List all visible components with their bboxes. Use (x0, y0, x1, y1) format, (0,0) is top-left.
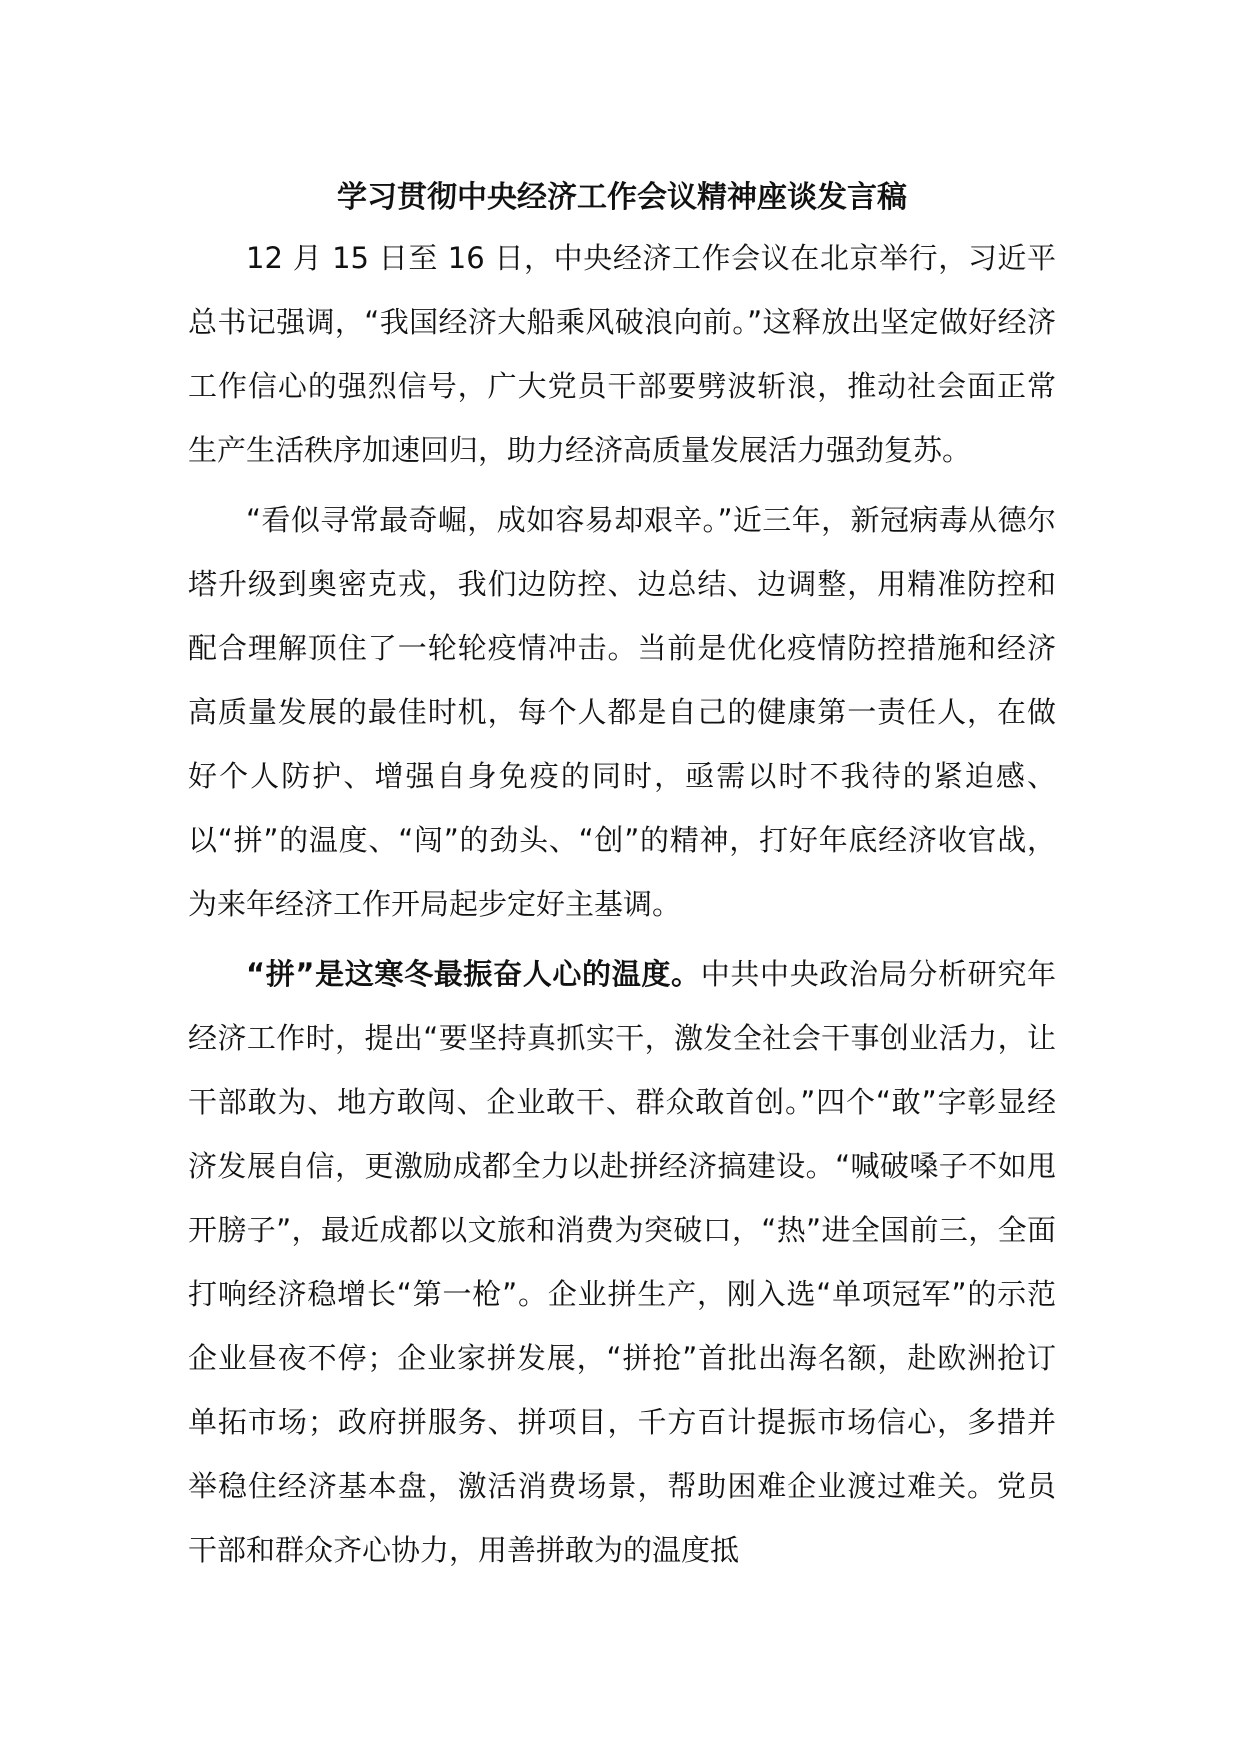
paragraph-1 (188, 226, 1056, 482)
paragraph-3 (188, 942, 1056, 1582)
paragraph-1-text: 12 月 15 日至 16 日，中央经济工作会议在北京举行，习近平总书记强调，“我国经济大船乘风破浪向前。”这释放出坚定做好经济工作信心的强烈信号，广大党员干部要劈波斩浪，推动社会面正常生产生活秩序加速回归，助力经济高质量发展活力强劲复苏。 (188, 241, 1056, 467)
paragraph-2-text: “看似寻常最奇崛，成如容易却艰辛。”近三年，新冠病毒从德尔塔升级到奥密克戎，我们边防控、边总结、边调整，用精准防控和配合理解顶住了一轮轮疫情冲击。当前是优化疫情防控措施和经济高质量发展的最佳时机，每个人都是自己的健康第一责任人，在做好个人防护、增强自身免疫的同时，亟需以时不我待的紧迫感、以“拼”的温度、“闯”的劲头、“创”的精神，打好年底经济收官战，为来年经济工作开局起步定好主基调。 (188, 503, 1056, 921)
paragraph-2 (188, 488, 1056, 936)
document-body (188, 170, 1056, 1588)
paragraph-3-lead: “拼”是这寒冬最振奋人心的温度。 (246, 957, 701, 991)
paragraph-3-text: 中共中央政治局分析研究年经济工作时，提出“要坚持真抓实干，激发全社会干事创业活力，让干部敢为、地方敢闯、企业敢干、群众敢首创。”四个“敢”字彰显经济发展自信，更激励成都全力以赴拼经济搞建设。“喊破嗓子不如甩开膀子”，最近成都以文旅和消费为突破口，“热”进全国前三，全面打响经济稳增长“第一枪”。企业拼生产，刚入选“单项冠军”的示范企业昼夜不停；企业家拼发展，“拼抢”首批出海名额，赴欧洲抢订单拓市场；政府拼服务、拼项目，千方百计提振市场信心，多措并举稳住经济基本盘，激活消费场景，帮助困难企业渡过难关。党员干部和群众齐心协力，用善拼敢为的温度抵 (188, 957, 1056, 1567)
document-title: 学习贯彻中央经济工作会议精神座谈发言稿 (337, 180, 907, 215)
